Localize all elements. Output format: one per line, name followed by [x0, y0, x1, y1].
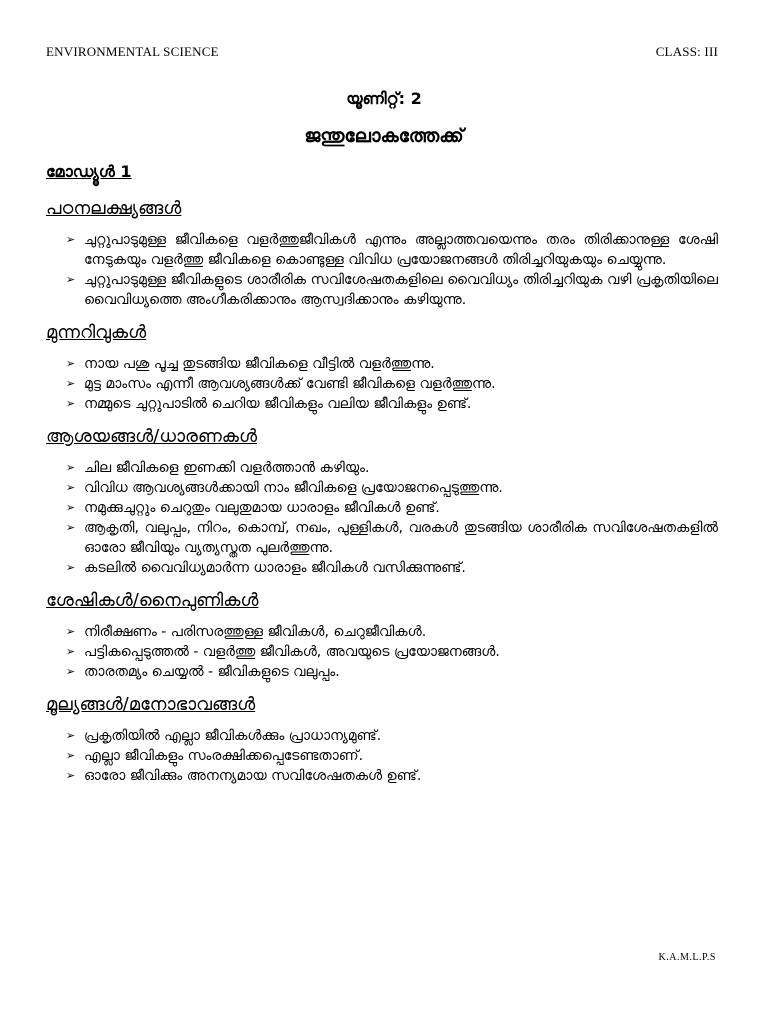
arrowhead-icon: ➢ — [66, 561, 76, 574]
list-item-text: ഓരോ ജീവിക്കും അനന്യമായ സവിശേഷതകൾ ഉണ്ട്. — [84, 768, 422, 784]
list-item — [46, 498, 718, 518]
list-item-text: ചുറ്റുപാടുമുള്ള ജീവികളെ വളർത്തുജീവികൾ എന്നും അല്ലാത്തവയെന്നും തരം തിരിക്കാനുള്ള ശേഷി നേടുകയും വളർത്തു ജീവികളെ കൊണ്ടുള്ള വിവിധ പ്രയോജനങ്ങൾ തിരിച്ചറിയുകയും ചെയ്യുന്നു. — [84, 232, 718, 268]
content — [46, 196, 718, 796]
list-item — [46, 374, 718, 394]
list-item-text: ചുറ്റുപാടുമുള്ള ജീവികളുടെ ശാരീരിക സവിശേഷതകളിലെ വൈവിധ്യം തിരിച്ചറിയുക വഴി പ്രകൃതിയിലെ വൈവിധ്യത്തെ അംഗീകരിക്കാനും ആസ്വദിക്കാനും കഴിയുന്നു. — [84, 272, 718, 308]
list-item-text: നമുക്കുചുറ്റും ചെറുതും വലുതുമായ ധാരാളം ജീവികൾ ഉണ്ട്. — [84, 500, 440, 516]
arrowhead-icon: ➢ — [66, 461, 76, 474]
module-title: മോഡ്യൂൾ 1 — [46, 162, 132, 181]
arrowhead-icon: ➢ — [66, 769, 76, 782]
page-header — [46, 44, 718, 60]
list-item — [46, 270, 718, 310]
unit-title: യൂണിറ്റ്: 2 — [346, 89, 422, 108]
list-item-text: നായ പശു പൂച്ച തുടങ്ങിയ ജീവികളെ വീട്ടിൽ വളർത്തുന്നു. — [84, 356, 435, 372]
footer-school-code: K.A.M.L.P.S — [658, 952, 716, 963]
section-heading: മുന്നറിവുകൾ — [46, 322, 147, 343]
bullet-list — [46, 458, 718, 578]
list-item-text: എല്ലാ ജീവികളും സംരക്ഷിക്കപ്പെടേണ്ടതാണ്. — [84, 748, 364, 764]
section-heading: ആശയങ്ങൾ/ധാരണകൾ — [46, 426, 258, 447]
list-item-text: താരതമ്യം ചെയ്യൽ - ജീവികളുടെ വലുപ്പം. — [84, 664, 340, 680]
list-item — [46, 558, 718, 578]
arrowhead-icon: ➢ — [66, 729, 76, 742]
list-item-text: കടലിൽ വൈവിധ്യമാർന്ന ധാരാളം ജീവികൾ വസിക്കുന്നുണ്ട്. — [84, 560, 466, 576]
list-item — [46, 746, 718, 766]
list-item-text: പട്ടികപ്പെടുത്തൽ - വളർത്തു ജീവികൾ, അവയുടെ പ്രയോജനങ്ങൾ. — [84, 644, 500, 660]
bullet-list — [46, 726, 718, 786]
arrowhead-icon: ➢ — [66, 273, 76, 286]
arrowhead-icon: ➢ — [66, 521, 76, 534]
arrowhead-icon: ➢ — [66, 749, 76, 762]
arrowhead-icon: ➢ — [66, 501, 76, 514]
bullet-list — [46, 354, 718, 414]
list-item — [46, 622, 718, 642]
list-item — [46, 662, 718, 682]
arrowhead-icon: ➢ — [66, 397, 76, 410]
arrowhead-icon: ➢ — [66, 645, 76, 658]
list-item — [46, 642, 718, 662]
list-item — [46, 478, 718, 498]
arrowhead-icon: ➢ — [66, 665, 76, 678]
list-item-text: നിരീക്ഷണം - പരിസരത്തുള്ള ജീവികൾ, ചെറുജീവികൾ. — [84, 624, 427, 640]
subject-label: ENVIRONMENTAL SCIENCE — [46, 44, 219, 59]
list-item-text: മുട്ട മാംസം എന്നീ ആവശ്യങ്ങൾക്ക് വേണ്ടി ജീവികളെ വളർത്തുന്നു. — [84, 376, 496, 392]
section-heading: പഠനലക്ഷ്യങ്ങൾ — [46, 198, 182, 219]
list-item — [46, 766, 718, 786]
arrowhead-icon: ➢ — [66, 233, 76, 246]
chapter-title: ജന്തുലോകത്തേക്ക് — [304, 125, 464, 147]
list-item — [46, 518, 718, 558]
list-item-text: നമ്മുടെ ചുറ്റുപാടിൽ ചെറിയ ജീവികളും വലിയ ജീവികളും ഉണ്ട്. — [84, 396, 472, 412]
list-item — [46, 354, 718, 374]
list-item — [46, 394, 718, 414]
arrowhead-icon: ➢ — [66, 481, 76, 494]
list-item-text: പ്രകൃതിയിൽ എല്ലാ ജീവികൾക്കും പ്രാധാന്യമുണ്ട്. — [84, 728, 382, 744]
list-item — [46, 230, 718, 270]
class-label: CLASS: III — [655, 44, 718, 59]
arrowhead-icon: ➢ — [66, 625, 76, 638]
arrowhead-icon: ➢ — [66, 377, 76, 390]
list-item-text: ആകൃതി, വലുപ്പം, നിറം, കൊമ്പ്, നഖം, പുള്ളികൾ, വരകൾ തുടങ്ങിയ ശാരീരിക സവിശേഷതകളിൽ ഓരോ ജീവിയും വ്യത്യസ്തത പുലർത്തുന്നു. — [84, 520, 718, 556]
list-item-text: വിവിധ ആവശ്യങ്ങൾക്കായി നാം ജീവികളെ പ്രയോജനപ്പെടുത്തുന്നു. — [84, 480, 503, 496]
list-item — [46, 726, 718, 746]
section-heading: ശേഷികൾ/നൈപുണികൾ — [46, 590, 259, 611]
bullet-list — [46, 230, 718, 310]
list-item — [46, 458, 718, 478]
arrowhead-icon: ➢ — [66, 357, 76, 370]
bullet-list — [46, 622, 718, 682]
section-heading: മൂല്യങ്ങൾ/മനോഭാവങ്ങൾ — [46, 694, 256, 715]
list-item-text: ചില ജീവികളെ ഇണക്കി വളർത്താൻ കഴിയും. — [84, 460, 370, 476]
